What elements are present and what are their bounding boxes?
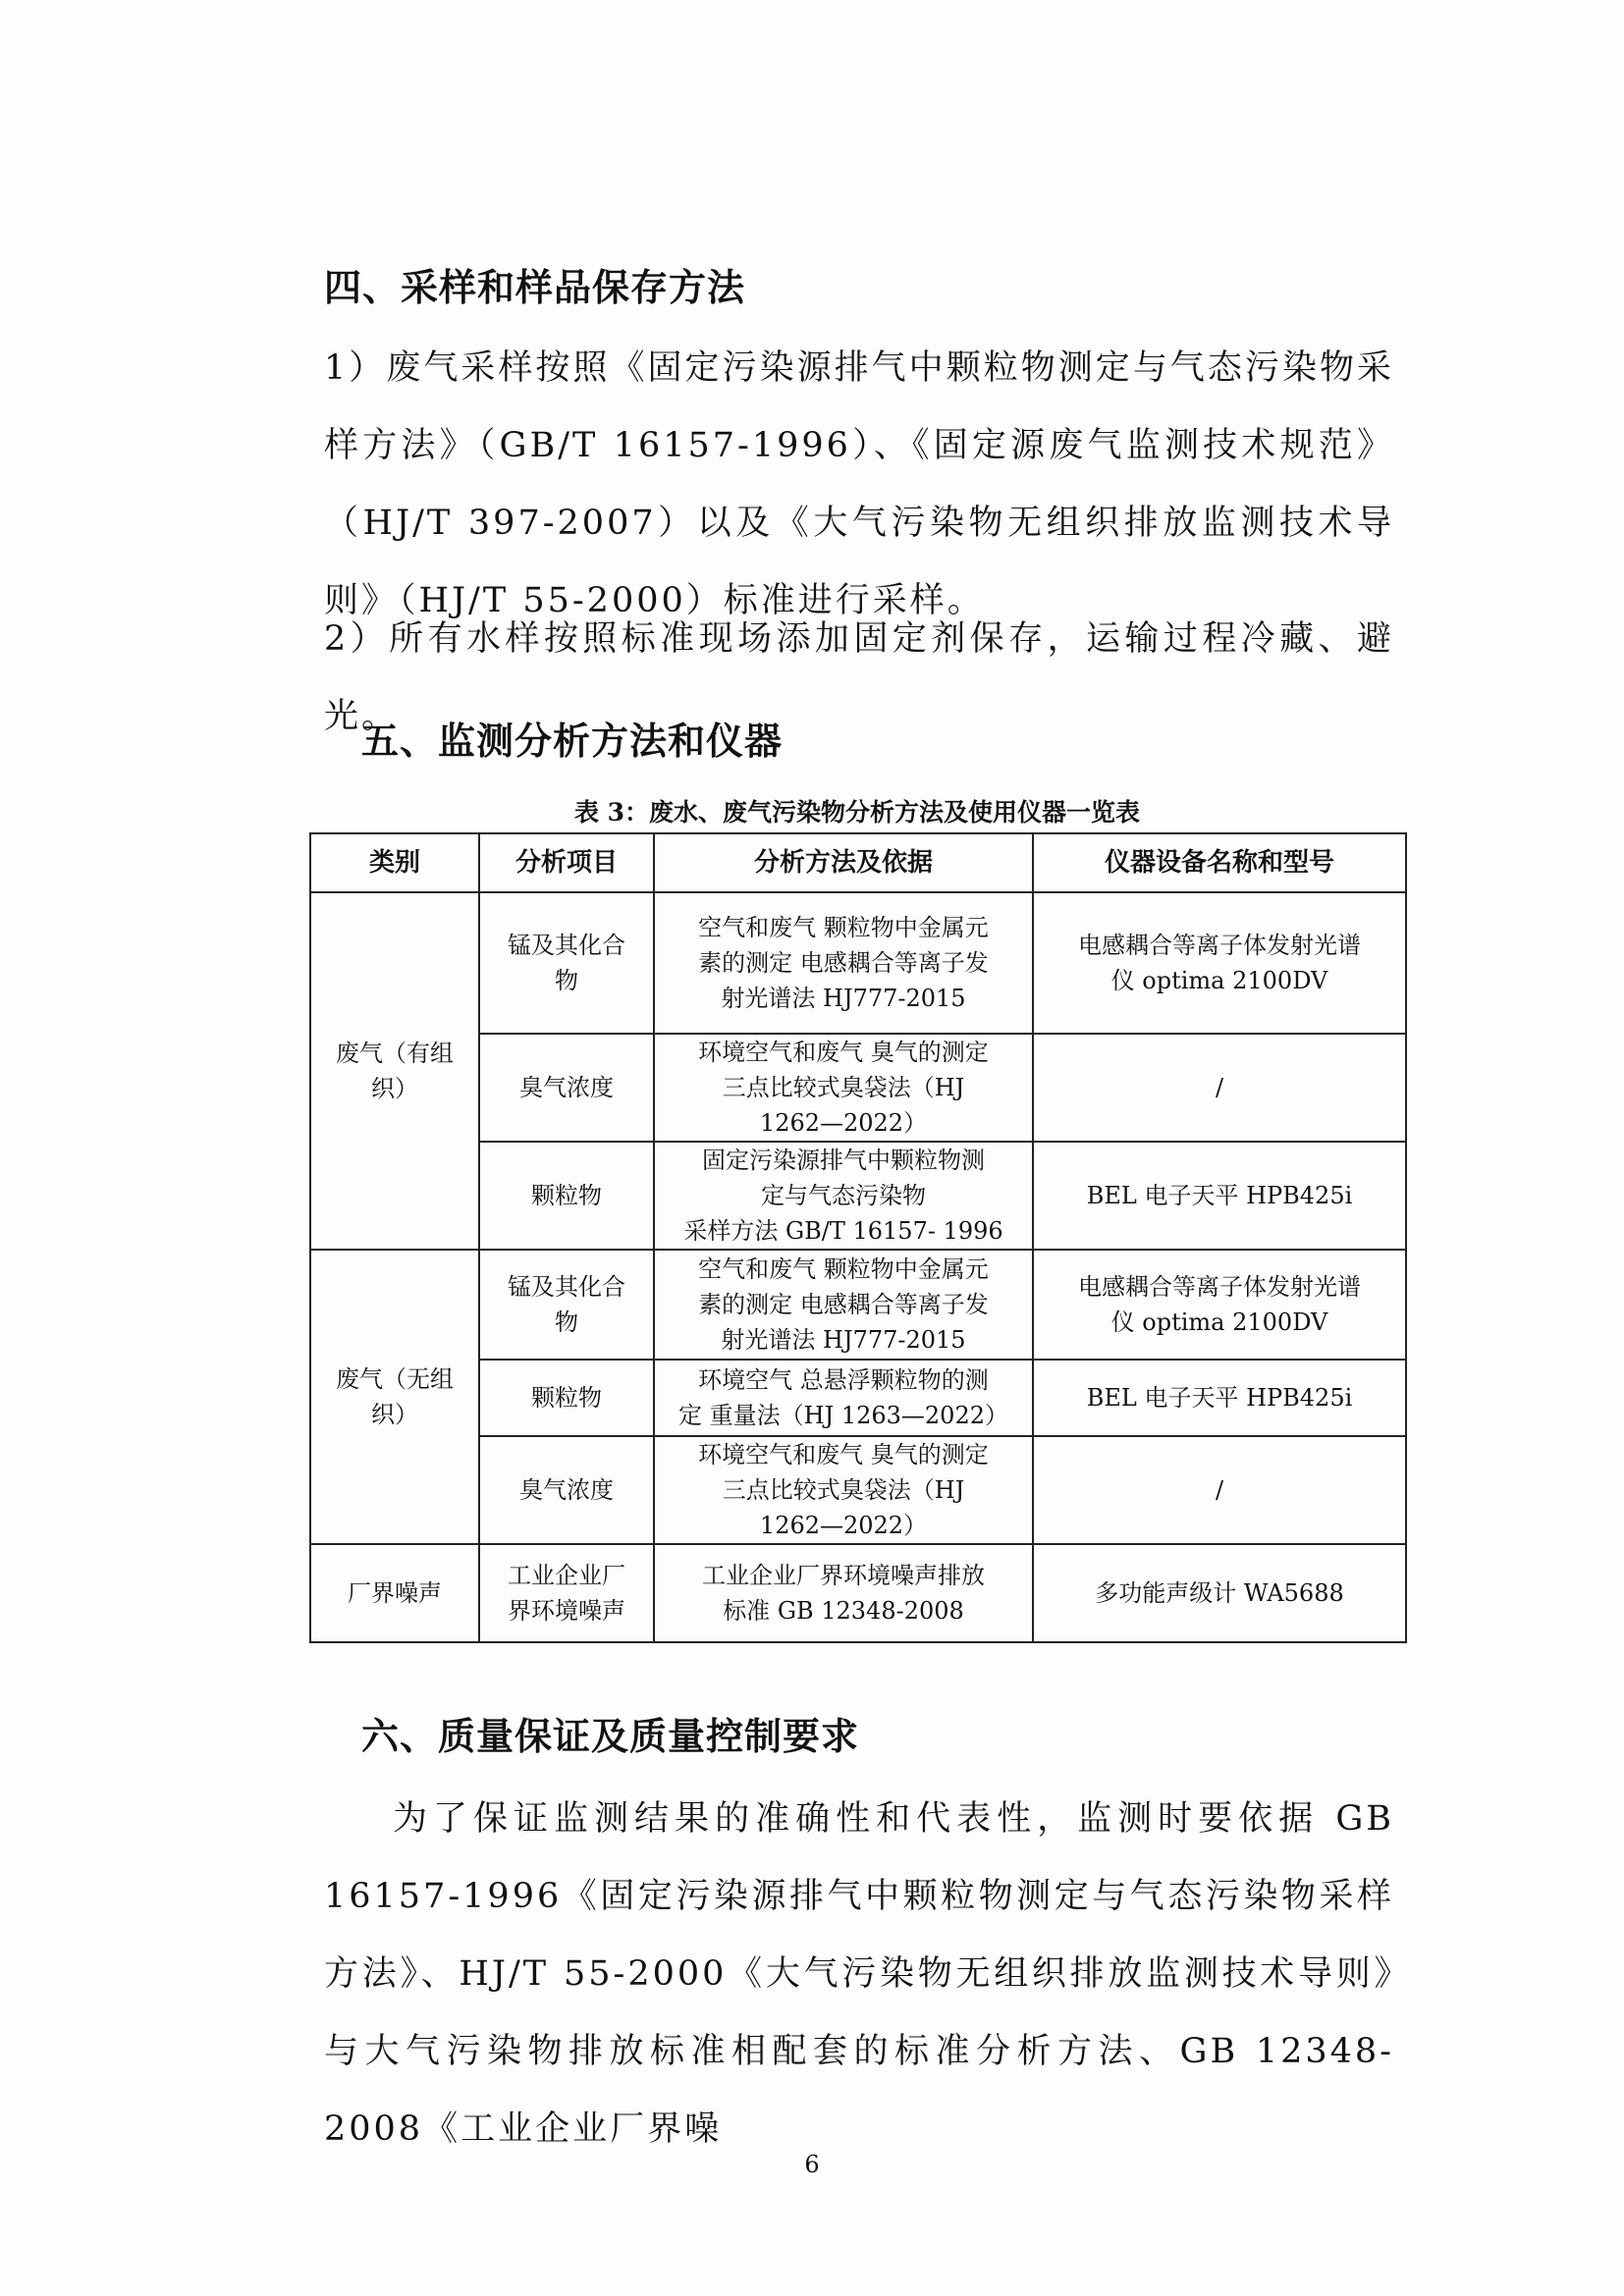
instrument-cell: / [1033, 1436, 1406, 1544]
method-cell: 工业企业厂界环境噪声排放 标准 GB 12348-2008 [654, 1544, 1033, 1642]
section-6-paragraph-1 [324, 1781, 1394, 2168]
method-cell: 固定污染源排气中颗粒物测 定与气态污染物 采样方法 GB/T 16157- 1996 [654, 1142, 1033, 1250]
method-cell: 环境空气和废气 臭气的测定 三点比较式臭袋法（HJ 1262—2022） [654, 1436, 1033, 1544]
item-cell: 锰及其化合 物 [479, 1250, 654, 1360]
item-cell: 颗粒物 [479, 1142, 654, 1250]
section-4-paragraph-1: 1）废气采样按照《固定污染源排气中颗粒物测定与气态污染物采样方法》（GB/T 16157-1996）、《固定源废气监测技术规范》（HJ/T 397-2007）以及《大气污染物无组织排放监测技术导则》（HJ/T 55-2000）标准进行采样。 [324, 348, 1394, 620]
table-row [310, 1250, 1406, 1360]
item-cell: 锰及其化合 物 [479, 892, 654, 1034]
header-method: 分析方法及依据 [654, 833, 1033, 892]
instrument-cell: 电感耦合等离子体发射光谱 仪 optima 2100DV [1033, 1250, 1406, 1360]
instrument-cell: 多功能声级计 WA5688 [1033, 1544, 1406, 1642]
header-category: 类别 [310, 833, 479, 892]
category-cell: 厂界噪声 [310, 1544, 479, 1642]
method-cell: 空气和废气 颗粒物中金属元 素的测定 电感耦合等离子发 射光谱法 HJ777-2015 [654, 1250, 1033, 1360]
method-cell: 环境空气和废气 臭气的测定 三点比较式臭袋法（HJ 1262—2022） [654, 1034, 1033, 1142]
table-caption: 表 3：废水、废气污染物分析方法及使用仪器一览表 [573, 798, 1141, 827]
method-cell: 环境空气 总悬浮颗粒物的测 定 重量法（HJ 1263—2022） [654, 1360, 1033, 1436]
table-header-row [310, 833, 1406, 892]
instrument-cell: / [1033, 1034, 1406, 1142]
section-4-heading: 四、采样和样品保存方法 [324, 266, 746, 309]
instrument-cell: BEL 电子天平 HPB425i [1033, 1142, 1406, 1250]
section-6-heading: 六、质量保证及质量控制要求 [361, 1715, 860, 1758]
section-4-paragraph-2: 2）所有水样按照标准现场添加固定剂保存，运输过程冷藏、避光。 [324, 619, 1394, 736]
item-cell: 臭气浓度 [479, 1436, 654, 1544]
category-cell: 废气（无组 织） [310, 1250, 479, 1544]
table-row [310, 892, 1406, 1034]
instrument-cell: BEL 电子天平 HPB425i [1033, 1360, 1406, 1436]
item-cell: 臭气浓度 [479, 1034, 654, 1142]
category-cell: 废气（有组 织） [310, 892, 479, 1250]
section-6-paragraph-text: 为了保证监测结果的准确性和代表性，监测时要依据 GB 16157-1996《固定污染源排气中颗粒物测定与气态污染物采样方法》、HJ/T 55-2000《大气污染物无组织排放监测技术导则》与大气污染物排放标准相配套的标准分析方法、GB 12348-2008《工业企业厂界噪 [324, 1799, 1394, 2149]
header-item: 分析项目 [479, 833, 654, 892]
table-row [310, 1544, 1406, 1642]
item-cell: 颗粒物 [479, 1360, 654, 1436]
page-number: 6 [804, 2151, 820, 2178]
header-instrument: 仪器设备名称和型号 [1033, 833, 1406, 892]
method-cell: 空气和废气 颗粒物中金属元 素的测定 电感耦合等离子发 射光谱法 HJ777-2015 [654, 892, 1033, 1034]
section-5-heading: 五、监测分析方法和仪器 [361, 720, 784, 763]
item-cell: 工业企业厂 界环境噪声 [479, 1544, 654, 1642]
analysis-methods-table [309, 832, 1407, 1643]
instrument-cell: 电感耦合等离子体发射光谱 仪 optima 2100DV [1033, 892, 1406, 1034]
